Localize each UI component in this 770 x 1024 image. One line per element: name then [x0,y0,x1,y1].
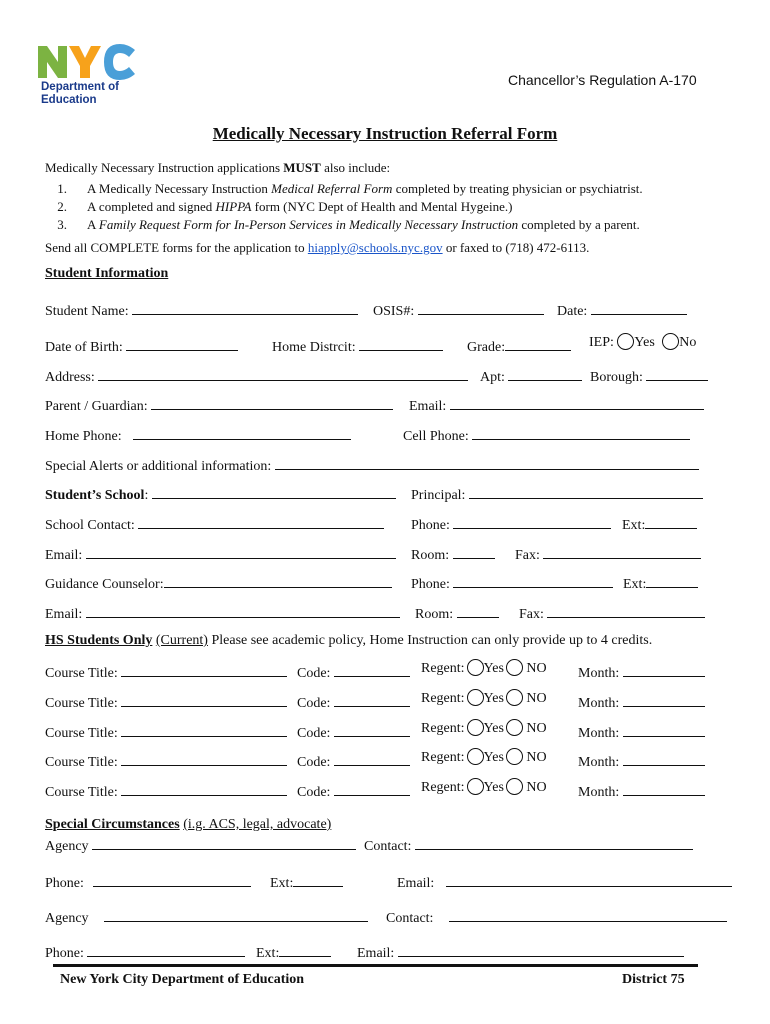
footer-right: District 75 [622,972,685,987]
student-name-field[interactable] [132,301,358,315]
course-code-field[interactable] [334,752,410,766]
grade-field[interactable] [505,337,571,351]
alerts-field[interactable] [275,456,699,470]
email-field-1[interactable] [446,873,732,887]
borough-row: Borough: [590,367,708,385]
footer-divider [53,964,698,967]
footer-left: New York City Department of Education [60,972,305,987]
counselor-phone-row: Phone: [411,574,613,592]
course-title: Course Title: [45,723,287,741]
regent-yes-radio[interactable] [467,659,484,676]
date-field[interactable] [591,301,687,315]
parent-row: Parent / Guardian: [45,396,393,414]
contact-field-2[interactable] [449,908,727,922]
school-phone-field[interactable] [453,515,611,529]
course-title-field[interactable] [121,693,287,707]
requirement-item: 3. A Family Request Form for In-Person Services in Medically Necessary Instruction completed by a parent. [57,217,640,232]
apply-email-link[interactable]: hiapply@schools.nyc.gov [307,240,443,255]
principal-field[interactable] [469,485,703,499]
course-month-field[interactable] [623,723,705,737]
course-month: Month: [578,723,705,741]
logo-letter-c [104,44,135,80]
school-contact-field[interactable] [138,515,384,529]
alerts-row: Special Alerts or additional information: [45,456,699,474]
cell-phone-field[interactable] [472,426,690,440]
course-title-field[interactable] [121,752,287,766]
regent-yes-radio[interactable] [467,748,484,765]
course-regent: Regent: Yes NO [421,661,547,676]
counselor-row: Guidance Counselor: [45,574,392,592]
contact-row-1: Contact: [364,836,693,854]
home-phone-row: Home Phone: [45,426,351,444]
counselor-room-row: Room: [415,604,499,622]
parent-email-row: Email: [409,396,704,414]
address-field[interactable] [98,367,468,381]
school-phone-row: Phone: [411,515,611,533]
course-code: Code: [297,663,410,681]
school-field[interactable] [152,485,396,499]
course-code: Code: [297,752,410,770]
counselor-ext-field[interactable] [646,574,698,588]
logo-dept-line1: Department of [41,81,119,93]
date-row: Date: [557,301,687,319]
requirements-list [45,180,643,234]
regent-yes-radio[interactable] [467,719,484,736]
iep-row: IEP: Yes No [589,335,697,350]
counselor-fax-field[interactable] [547,604,705,618]
school-room-row: Room: [411,545,495,563]
course-title: Course Title: [45,693,287,711]
school-ext-field[interactable] [645,515,697,529]
school-fax-row: Fax: [515,545,701,563]
counselor-room-field[interactable] [457,604,499,618]
cell-phone-row: Cell Phone: [403,426,690,444]
student-info-heading: Student Information [45,266,169,281]
home-phone-field[interactable] [133,426,351,440]
course-month: Month: [578,752,705,770]
regent-no-radio[interactable] [506,659,523,676]
agency-field-1[interactable] [92,836,356,850]
counselor-fax-row: Fax: [519,604,705,622]
submission-instructions: Send all COMPLETE forms for the application to hiapply@schools.nyc.gov or faxed to (718) 472-6113. [45,240,590,255]
course-code: Code: [297,693,410,711]
phone-field-2[interactable] [87,943,245,957]
apt-row: Apt: [480,367,582,385]
grade-row: Grade: [467,337,571,355]
regent-no-radio[interactable] [506,748,523,765]
osis-field[interactable] [418,301,544,315]
email-row-2: Email: [357,943,684,961]
agency-field-2[interactable] [104,908,368,922]
intro-text: Medically Necessary Instruction applications MUST also include: [45,160,391,175]
course-code: Code: [297,723,410,741]
ext-row-2: Ext: [256,943,331,961]
course-title: Course Title: [45,663,287,681]
requirement-item: 1. A Medically Necessary Instruction Medical Referral Form completed by treating physician or psychiatrist. [57,181,643,196]
agency-row-2: Agency [45,908,368,926]
regent-yes-radio[interactable] [467,778,484,795]
dob-field[interactable] [126,337,238,351]
counselor-ext-row: Ext: [623,574,698,592]
special-heading: Special Circumstances (i.g. ACS, legal, advocate) [45,817,332,832]
regent-no-radio[interactable] [506,689,523,706]
district-row: Home Distrcit: [272,337,443,355]
principal-row: Principal: [411,485,703,503]
parent-field[interactable] [151,396,393,410]
counselor-field[interactable] [164,574,392,588]
email-row-1: Email: [397,873,732,891]
course-title: Course Title: [45,782,287,800]
course-month-field[interactable] [623,782,705,796]
district-field[interactable] [359,337,443,351]
phone-field-1[interactable] [93,873,251,887]
course-regent: Regent: Yes NO [421,750,547,765]
regent-no-radio[interactable] [506,778,523,795]
ext-field-1[interactable] [293,873,343,887]
requirement-item: 2. A completed and signed HIPPA form (NYC Dept of Health and Mental Hygeine.) [57,199,513,214]
course-month-field[interactable] [623,752,705,766]
school-contact-row: School Contact: [45,515,384,533]
borough-field[interactable] [646,367,708,381]
hs-heading: HS Students Only (Current) Please see academic policy, Home Instruction can only provide up to 4 credits. [45,633,653,648]
course-code-field[interactable] [334,693,410,707]
logo-letter-y [69,46,101,78]
regent-yes-radio[interactable] [467,689,484,706]
iep-no-radio[interactable] [662,333,679,350]
course-title-field[interactable] [121,663,287,677]
school-row: Student’s School: [45,485,396,503]
email-field-2[interactable] [398,943,684,957]
course-month: Month: [578,693,705,711]
agency-row-1: Agency [45,836,356,854]
course-month: Month: [578,782,705,800]
counselor-phone-field[interactable] [453,574,613,588]
course-regent: Regent: Yes NO [421,780,547,795]
school-email-field[interactable] [86,545,396,559]
course-regent: Regent: Yes NO [421,691,547,706]
course-title: Course Title: [45,752,287,770]
course-code-field[interactable] [334,782,410,796]
iep-yes-radio[interactable] [617,333,634,350]
logo-department-text [41,81,119,107]
regent-no-radio[interactable] [506,719,523,736]
school-fax-field[interactable] [543,545,701,559]
course-month-field[interactable] [623,663,705,677]
school-ext-row: Ext: [622,515,697,533]
dob-row: Date of Birth: [45,337,238,355]
ext-field-2[interactable] [279,943,331,957]
ext-row-1: Ext: [270,873,343,891]
course-title-field[interactable] [121,723,287,737]
phone-row-2: Phone: [45,943,245,961]
logo-letter-n [38,46,67,78]
osis-row: OSIS#: [373,301,544,319]
student-name-row: Student Name: [45,301,358,319]
course-code-field[interactable] [334,723,410,737]
counselor-email-field[interactable] [86,604,400,618]
apt-field[interactable] [508,367,582,381]
form-title: Medically Necessary Instruction Referral Form [212,124,558,143]
school-email-row: Email: [45,545,396,563]
contact-field-1[interactable] [415,836,693,850]
course-code: Code: [297,782,410,800]
course-code-field[interactable] [334,663,410,677]
course-title-field[interactable] [121,782,287,796]
school-room-field[interactable] [453,545,495,559]
course-month-field[interactable] [623,693,705,707]
parent-email-field[interactable] [450,396,704,410]
logo-dept-line2: Education [41,94,97,106]
regulation-number: Chancellor’s Regulation A-170 [508,72,697,88]
course-month: Month: [578,663,705,681]
counselor-email-row: Email: [45,604,400,622]
course-regent: Regent: Yes NO [421,721,547,736]
address-row: Address: [45,367,468,385]
phone-row-1: Phone: [45,873,251,891]
contact-row-2: Contact: [386,908,727,926]
